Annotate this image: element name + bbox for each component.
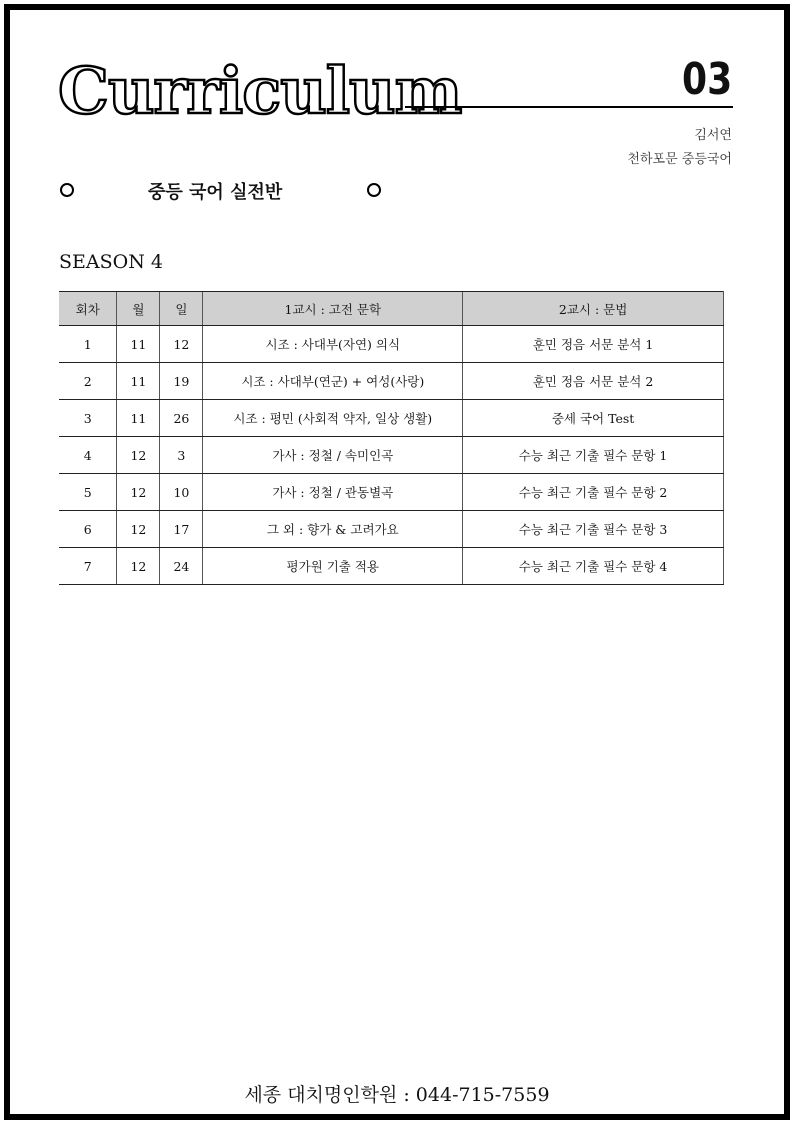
column-header-day: 일 bbox=[160, 292, 203, 326]
table-row bbox=[59, 437, 724, 474]
month-cell: 11 bbox=[117, 363, 160, 400]
course-title: 중등 국어 실전반 bbox=[148, 182, 283, 203]
month-cell: 11 bbox=[117, 326, 160, 363]
table-row bbox=[59, 548, 724, 585]
month-cell: 12 bbox=[117, 511, 160, 548]
table-row bbox=[59, 326, 724, 363]
session-cell: 2 bbox=[59, 363, 117, 400]
period2-cell: 수능 최근 기출 필수 문항 3 bbox=[463, 511, 724, 548]
table-row bbox=[59, 363, 724, 400]
session-cell: 6 bbox=[59, 511, 117, 548]
month-cell: 12 bbox=[117, 548, 160, 585]
period2-cell: 훈민 정음 서문 분석 2 bbox=[463, 363, 724, 400]
period2-cell: 수능 최근 기출 필수 문항 1 bbox=[463, 437, 724, 474]
period1-cell: 가사 : 정철 / 속미인곡 bbox=[203, 437, 463, 474]
session-cell: 1 bbox=[59, 326, 117, 363]
season-label: SEASON 4 bbox=[59, 251, 163, 273]
period1-cell: 시조 : 사대부(자연) 의식 bbox=[203, 326, 463, 363]
table-row bbox=[59, 474, 724, 511]
column-header-period1: 1교시 : 고전 문학 bbox=[203, 292, 463, 326]
right-circle-icon bbox=[367, 183, 381, 197]
issue-number: 03 bbox=[681, 54, 732, 105]
day-cell: 26 bbox=[160, 400, 203, 437]
month-cell: 12 bbox=[117, 474, 160, 511]
curriculum-logo: Curriculum bbox=[58, 54, 462, 129]
left-circle-icon bbox=[60, 183, 74, 197]
day-cell: 3 bbox=[160, 437, 203, 474]
period2-cell: 수능 최근 기출 필수 문항 4 bbox=[463, 548, 724, 585]
period1-cell: 시조 : 사대부(연군) + 여성(사랑) bbox=[203, 363, 463, 400]
day-cell: 10 bbox=[160, 474, 203, 511]
organization-name: 천하포문 중등국어 bbox=[627, 152, 732, 167]
month-cell: 11 bbox=[117, 400, 160, 437]
session-cell: 3 bbox=[59, 400, 117, 437]
period1-cell: 가사 : 정철 / 관동별곡 bbox=[203, 474, 463, 511]
period1-cell: 평가원 기출 적용 bbox=[203, 548, 463, 585]
table-header-row bbox=[59, 292, 724, 326]
session-cell: 7 bbox=[59, 548, 117, 585]
session-cell: 5 bbox=[59, 474, 117, 511]
day-cell: 17 bbox=[160, 511, 203, 548]
period2-cell: 수능 최근 기출 필수 문항 2 bbox=[463, 474, 724, 511]
period2-cell: 훈민 정음 서문 분석 1 bbox=[463, 326, 724, 363]
session-cell: 4 bbox=[59, 437, 117, 474]
month-cell: 12 bbox=[117, 437, 160, 474]
header-rule bbox=[405, 106, 733, 108]
day-cell: 24 bbox=[160, 548, 203, 585]
period1-cell: 그 외 : 향가 & 고려가요 bbox=[203, 511, 463, 548]
footer-contact: 세종 대치명인학원 : 044-715-7559 bbox=[244, 1084, 550, 1106]
column-header-month: 월 bbox=[117, 292, 160, 326]
day-cell: 19 bbox=[160, 363, 203, 400]
table-row bbox=[59, 400, 724, 437]
table-row bbox=[59, 511, 724, 548]
day-cell: 12 bbox=[160, 326, 203, 363]
author-name: 김서연 bbox=[694, 128, 732, 143]
column-header-session: 회차 bbox=[59, 292, 117, 326]
column-header-period2: 2교시 : 문법 bbox=[463, 292, 724, 326]
period1-cell: 시조 : 평민 (사회적 약자, 일상 생활) bbox=[203, 400, 463, 437]
curriculum-table bbox=[59, 291, 724, 585]
period2-cell: 중세 국어 Test bbox=[463, 400, 724, 437]
